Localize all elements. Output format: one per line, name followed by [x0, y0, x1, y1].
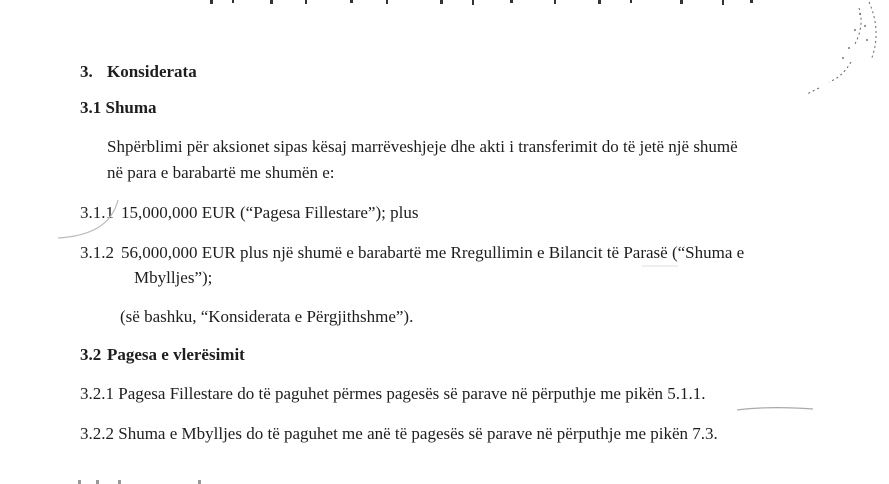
subsection-3-2-title: Pagesa e vlerësimit	[107, 345, 245, 364]
item-3-1-1-text: 15,000,000 EUR (“Pagesa Fillestare”); plus	[121, 203, 419, 222]
section-title: Konsiderata	[107, 62, 197, 81]
item-3-1-2-line-2: Mbylljes”);	[134, 268, 213, 287]
item-3-1-1-number: 3.1.1	[80, 203, 114, 222]
pen-underline-mark	[735, 404, 815, 414]
stamp-mark-icon	[759, 0, 889, 110]
subsection-3-1-heading: 3.1 Shuma	[80, 98, 157, 117]
item-3-2-1: 3.2.1 Pagesa Fillestare do të paguhet përmes pagesës së parave në përputhje me pikën 5.1.1.	[80, 384, 706, 403]
cut-off-glyph-traces	[210, 0, 770, 8]
subsection-3-2-number: 3.2	[80, 345, 102, 364]
section-number: 3.	[80, 62, 93, 81]
item-3-2-2: 3.2.2 Shuma e Mbylljes do të paguhet me anë të pagesës së parave në përputhje me pikën 7.3.	[80, 424, 718, 443]
bottom-cut-off-traces	[78, 478, 278, 484]
faint-mark	[640, 262, 680, 270]
item-3-1-2-line-1: 56,000,000 EUR plus një shumë e barabartë me Rregullimin e Bilancit të Parasë (“Shuma e	[121, 243, 745, 262]
together-note: (së bashku, “Konsiderata e Përgjithshme”).	[120, 307, 414, 326]
item-3-1-2-number: 3.1.2	[80, 243, 114, 262]
paragraph-line-2: në para e barabartë me shumën e:	[107, 163, 335, 182]
paragraph-line-1: Shpërblimi për aksionet sipas kësaj marrëveshjeje dhe akti i transferimit do të jetë një shumë	[107, 137, 738, 156]
